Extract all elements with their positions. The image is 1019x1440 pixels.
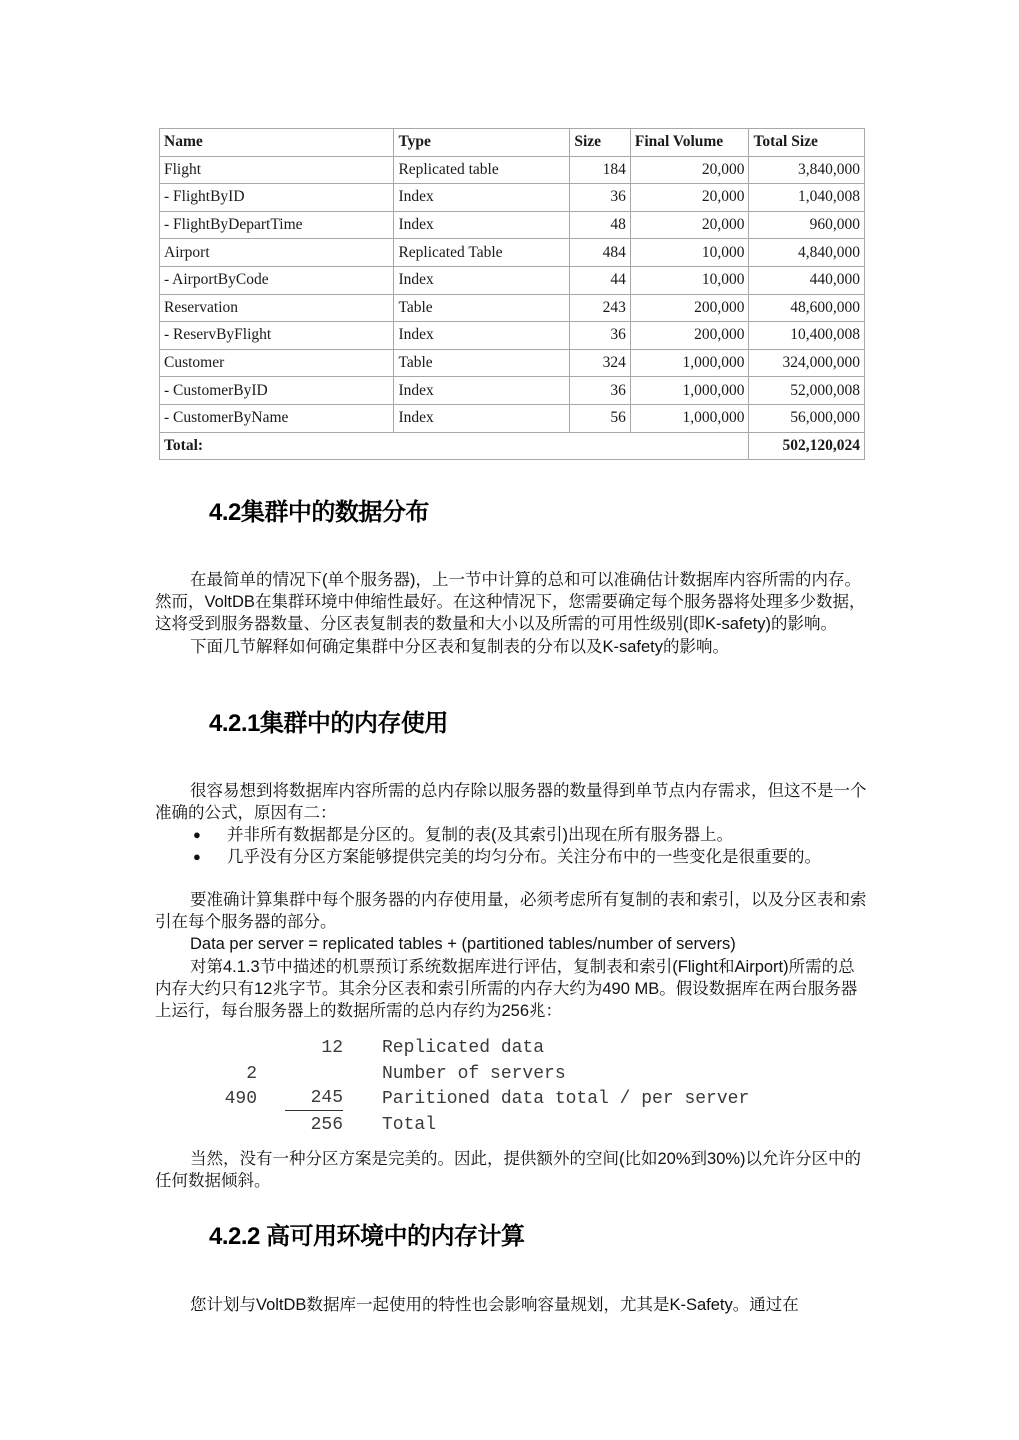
cell-name: Flight	[160, 156, 394, 184]
cell-name: Reservation	[160, 294, 394, 322]
cell-volume: 10,000	[630, 239, 749, 267]
cell-total: 3,840,000	[749, 156, 865, 184]
cell-name: - FlightByDepartTime	[160, 211, 394, 239]
calc-label: Total	[382, 1114, 437, 1135]
cell-size: 56	[570, 404, 631, 432]
bullet-icon: ●	[193, 827, 201, 842]
cell-volume: 1,000,000	[630, 377, 749, 405]
cell-total: 52,000,008	[749, 377, 865, 405]
cell-size: 184	[570, 156, 631, 184]
cell-size: 36	[570, 322, 631, 350]
cell-type: Table	[394, 294, 570, 322]
table-row	[160, 239, 865, 267]
table-row	[160, 211, 865, 239]
cell-total: 960,000	[749, 211, 865, 239]
calc-label: Paritioned data total / per server	[382, 1089, 750, 1109]
cell-size: 36	[570, 377, 631, 405]
list-item-text: 并非所有数据都是分区的。复制的表(及其索引)出现在所有服务器上。	[227, 826, 733, 844]
paragraph-4-2-next: 下面几节解释如何确定集群中分区表和复制表的分布以及K-safety的影响。	[190, 637, 730, 656]
calc-middle: 245	[285, 1087, 343, 1111]
cell-type: Index	[394, 211, 570, 239]
calc-label: Number of servers	[382, 1063, 566, 1084]
list-item	[155, 824, 847, 846]
cell-type: Index	[394, 377, 570, 405]
table-row	[160, 184, 865, 212]
cell-volume: 1,000,000	[630, 349, 749, 377]
table-row	[160, 377, 865, 405]
cell-name: Customer	[160, 349, 394, 377]
cell-size: 484	[570, 239, 631, 267]
cell-volume: 200,000	[630, 294, 749, 322]
calc-middle: 256	[310, 1114, 343, 1135]
cell-total: 440,000	[749, 266, 865, 294]
bullet-icon: ●	[193, 849, 201, 865]
section-4-2-body	[155, 569, 867, 658]
calc-left: 2	[246, 1063, 257, 1084]
cell-total: 1,040,008	[749, 184, 865, 212]
cell-size: 44	[570, 266, 631, 294]
reasons-list	[155, 824, 867, 868]
cell-total: 56,000,000	[749, 404, 865, 432]
cell-volume: 1,000,000	[630, 404, 749, 432]
heading-4-2-1: 4.2.1集群中的内存使用	[209, 710, 448, 737]
calc-label: Replicated data	[382, 1038, 545, 1058]
section-4-2-1-body	[155, 889, 867, 1022]
total-value: 502,120,024	[749, 432, 865, 460]
cell-size: 243	[570, 294, 631, 322]
header-type: Type	[394, 129, 570, 157]
cell-volume: 10,000	[630, 266, 749, 294]
cell-type: Index	[394, 322, 570, 350]
cell-volume: 20,000	[630, 156, 749, 184]
total-label: Total:	[160, 432, 749, 460]
table-row	[160, 349, 865, 377]
table-header-row	[160, 129, 865, 157]
heading-4-2: 4.2集群中的数据分布	[209, 499, 429, 526]
cell-volume: 20,000	[630, 211, 749, 239]
cell-name: Airport	[160, 239, 394, 267]
cell-name: - ReservByFlight	[160, 322, 394, 350]
table-row	[160, 266, 865, 294]
cell-total: 324,000,000	[749, 349, 865, 377]
section-4-2-1-skew	[155, 1148, 867, 1192]
table-row	[160, 404, 865, 432]
cell-volume: 20,000	[630, 184, 749, 212]
cell-size: 48	[570, 211, 631, 239]
table-row	[160, 322, 865, 350]
cell-type: Index	[394, 266, 570, 294]
cell-type: Replicated table	[394, 156, 570, 184]
cell-name: - AirportByCode	[160, 266, 394, 294]
header-final-volume: Final Volume	[630, 129, 749, 157]
cell-total: 48,600,000	[749, 294, 865, 322]
cell-size: 36	[570, 184, 631, 212]
table-total-row	[160, 432, 865, 460]
section-4-2-2-body	[155, 1294, 867, 1316]
heading-4-2-2: 4.2.2 高可用环境中的内存计算	[209, 1223, 525, 1250]
list-item	[155, 846, 847, 868]
cell-type: Index	[394, 404, 570, 432]
paragraph-eval: 对第4.1.3节中描述的机票预订系统数据库进行评估，复制表和索引(Flight和Airport)所需的总内存大约只有12兆字节。其余分区表和索引所需的内存大约为490 MB。假设数据库在两台服务器上运行，每台服务器上的数据所需的总内存约为256兆：	[155, 957, 858, 1021]
cell-total: 4,840,000	[749, 239, 865, 267]
cell-total: 10,400,008	[749, 322, 865, 350]
paragraph-calc: 要准确计算集群中每个服务器的内存使用量，必须考虑所有复制的表和索引，以及分区表和索引在每个服务器的部分。	[155, 891, 867, 932]
table-row	[160, 294, 865, 322]
section-4-2-1-intro	[155, 780, 867, 824]
calc-left: 490	[224, 1089, 257, 1109]
cell-size: 324	[570, 349, 631, 377]
cell-type: Table	[394, 349, 570, 377]
memory-size-table	[159, 128, 865, 460]
cell-name: - CustomerByID	[160, 377, 394, 405]
paragraph-4-2-intro: 在最简单的情况下(单个服务器)，上一节中计算的总和可以准确估计数据库内容所需的内存。然而，VoltDB在集群环境中伸缩性最好。在这种情况下，您需要确定每个服务器将处理多少数据，这将受到服务器数量、分区表复制表的数量和大小以及所需的可用性级别(即K-safety)的影响。	[155, 571, 866, 634]
calc-middle: 12	[321, 1038, 343, 1058]
cell-volume: 200,000	[630, 322, 749, 350]
list-item-text: 几乎没有分区方案能够提供完美的均匀分布。关注分布中的一些变化是很重要的。	[227, 848, 821, 867]
cell-name: - FlightByID	[160, 184, 394, 212]
header-name: Name	[160, 129, 394, 157]
cell-name: - CustomerByName	[160, 404, 394, 432]
header-total-size: Total Size	[749, 129, 865, 157]
paragraph-skew: 当然，没有一种分区方案是完美的。因此，提供额外的空间(比如20%到30%)以允许分区中的任何数据倾斜。	[155, 1150, 862, 1191]
paragraph-4-2-1-intro: 很容易想到将数据库内容所需的总内存除以服务器的数量得到单节点内存需求，但这不是一个准确的公式，原因有二：	[155, 782, 867, 823]
paragraph-4-2-2: 您计划与VoltDB数据库一起使用的特性也会影响容量规划，尤其是K-Safety。通过在	[190, 1296, 799, 1314]
header-size: Size	[570, 129, 631, 157]
cell-type: Index	[394, 184, 570, 212]
formula-text: Data per server = replicated tables + (partitioned tables/number of servers)	[190, 935, 736, 954]
cell-type: Replicated Table	[394, 239, 570, 267]
table-row	[160, 156, 865, 184]
